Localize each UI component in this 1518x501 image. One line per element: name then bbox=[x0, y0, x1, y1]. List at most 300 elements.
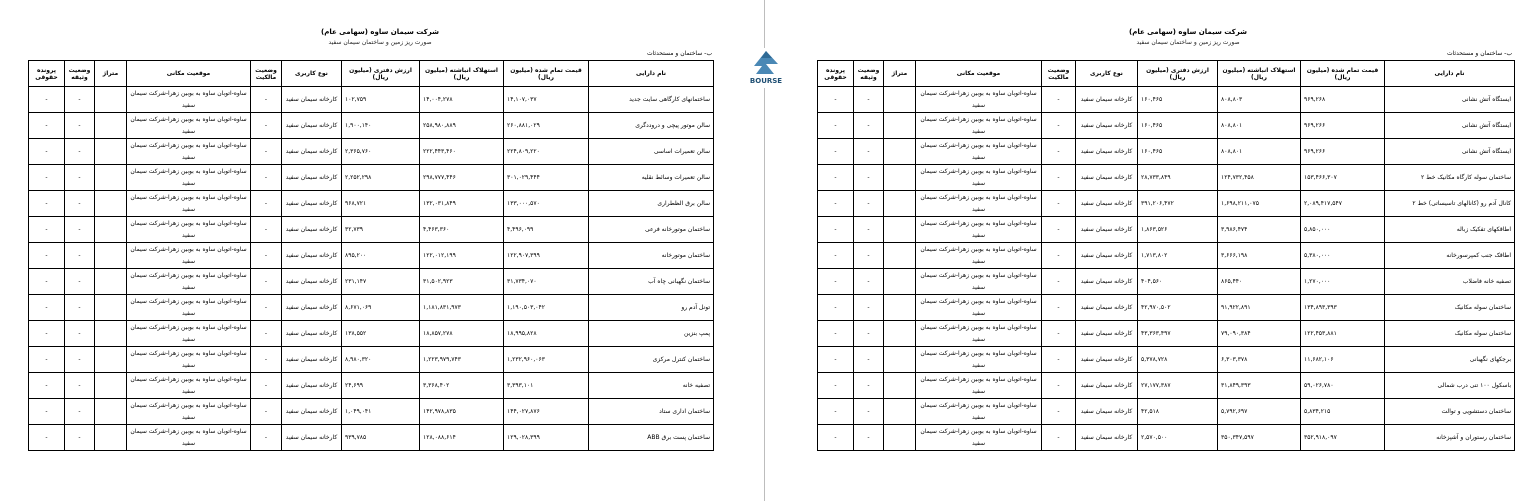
table-row bbox=[818, 399, 1515, 425]
depreciation-cell: ۱۳۲,۰۳۱,۸۴۹ bbox=[420, 191, 504, 217]
book-value-cell: ۲۳۱,۱۴۷ bbox=[342, 269, 420, 295]
section-label: ب- ساختمان و مستحدثات bbox=[646, 50, 712, 57]
column-header: موقعیت مکانی bbox=[916, 61, 1042, 87]
report-subtitle: صورت ریز زمین و ساختمان سیمان سفید bbox=[1136, 39, 1240, 46]
cost-cell: ۹۶۹,۲۶۶ bbox=[1301, 113, 1385, 139]
area-cell bbox=[884, 113, 916, 139]
area-cell bbox=[884, 217, 916, 243]
book-value-cell: ۱۰۲,۷۵۹ bbox=[342, 87, 420, 113]
column-header: استهلاک انباشته (میلیون ریال) bbox=[1218, 61, 1301, 87]
location-cell: ساوه-اتوبان ساوه به بوبین زهرا-شرکت سیمان سفید bbox=[916, 269, 1042, 295]
depreciation-cell: ۶,۳۰۳,۳۷۸ bbox=[1218, 347, 1301, 373]
cost-cell: ۱,۲۷۰,۰۰۰ bbox=[1301, 269, 1385, 295]
depreciation-cell: ۱۲۲,۰۱۲,۱۹۹ bbox=[420, 243, 504, 269]
ownership-cell: - bbox=[1042, 425, 1076, 451]
usage-cell: کارخانه سیمان سفید bbox=[282, 191, 342, 217]
usage-cell: کارخانه سیمان سفید bbox=[282, 165, 342, 191]
depreciation-cell: ۱۲۸,۰۸۸,۶۱۴ bbox=[420, 425, 504, 451]
usage-cell: کارخانه سیمان سفید bbox=[282, 321, 342, 347]
asset-name-cell: سالن موتور پیچی و دروددگری bbox=[589, 113, 714, 139]
legal-cell: - bbox=[29, 243, 65, 269]
depreciation-cell: ۱۸,۸۵۷,۲۷۸ bbox=[420, 321, 504, 347]
book-value-cell: ۲۸,۷۳۳,۸۴۹ bbox=[1138, 165, 1218, 191]
legal-cell: - bbox=[818, 139, 854, 165]
column-header: نوع کاربری bbox=[282, 61, 342, 87]
book-value-cell: ۹۳۹,۷۸۵ bbox=[342, 425, 420, 451]
collateral-cell: - bbox=[854, 113, 884, 139]
area-cell bbox=[95, 87, 127, 113]
cost-cell: ۱۵۳,۴۶۶,۳۰۷ bbox=[1301, 165, 1385, 191]
table-row bbox=[29, 373, 714, 399]
area-cell bbox=[95, 191, 127, 217]
location-cell: ساوه-اتوبان ساوه به بوبین زهرا-شرکت سیمان سفید bbox=[127, 269, 251, 295]
table-row bbox=[818, 347, 1515, 373]
location-cell: ساوه-اتوبان ساوه به بوبین زهرا-شرکت سیمان سفید bbox=[916, 113, 1042, 139]
book-value-cell: ۲,۳۶۵,۷۶۰ bbox=[342, 139, 420, 165]
legal-cell: - bbox=[818, 373, 854, 399]
usage-cell: کارخانه سیمان سفید bbox=[1076, 347, 1138, 373]
book-value-cell: ۲,۵۷۰,۵۰۰ bbox=[1138, 425, 1218, 451]
depreciation-cell: ۳۱,۵۰۲,۹۲۳ bbox=[420, 269, 504, 295]
ownership-cell: - bbox=[1042, 269, 1076, 295]
book-value-cell: ۱۶۰,۴۶۵ bbox=[1138, 87, 1218, 113]
ownership-cell: - bbox=[1042, 217, 1076, 243]
location-cell: ساوه-اتوبان ساوه به بوبین زهرا-شرکت سیمان سفید bbox=[127, 217, 251, 243]
area-cell bbox=[884, 243, 916, 269]
book-value-cell: ۱۶۰,۴۶۵ bbox=[1138, 113, 1218, 139]
depreciation-cell: ۳,۳۶۸,۴۰۲ bbox=[420, 373, 504, 399]
depreciation-cell: ۸۰۸,۸۰۳ bbox=[1218, 87, 1301, 113]
location-cell: ساوه-اتوبان ساوه به بوبین زهرا-شرکت سیمان سفید bbox=[916, 347, 1042, 373]
ownership-cell: - bbox=[251, 165, 282, 191]
location-cell: ساوه-اتوبان ساوه به بوبین زهرا-شرکت سیمان سفید bbox=[127, 425, 251, 451]
collateral-cell: - bbox=[854, 321, 884, 347]
column-header: وضعیت وثیقه bbox=[65, 61, 95, 87]
legal-cell: - bbox=[29, 165, 65, 191]
table-row bbox=[29, 139, 714, 165]
asset-name-cell: ساختمان رستوران و آشپزخانه bbox=[1385, 425, 1515, 451]
legal-cell: - bbox=[29, 347, 65, 373]
legal-cell: - bbox=[29, 399, 65, 425]
legal-cell: - bbox=[29, 217, 65, 243]
collateral-cell: - bbox=[65, 191, 95, 217]
depreciation-cell: ۳,۹۸۶,۴۷۴ bbox=[1218, 217, 1301, 243]
book-value-cell: ۵,۳۷۸,۷۲۸ bbox=[1138, 347, 1218, 373]
area-cell bbox=[95, 139, 127, 165]
table-row bbox=[818, 269, 1515, 295]
column-header: نوع کاربری bbox=[1076, 61, 1138, 87]
area-cell bbox=[95, 295, 127, 321]
asset-name-cell: اطاقکهای تفکیک زباله bbox=[1385, 217, 1515, 243]
table-row bbox=[29, 321, 714, 347]
collateral-cell: - bbox=[65, 373, 95, 399]
cost-cell: ۵,۸۵۰,۰۰۰ bbox=[1301, 217, 1385, 243]
location-cell: ساوه-اتوبان ساوه به بوبین زهرا-شرکت سیمان سفید bbox=[127, 113, 251, 139]
ownership-cell: - bbox=[251, 347, 282, 373]
book-value-cell: ۸,۶۷۱,۰۶۹ bbox=[342, 295, 420, 321]
section-label: ب- ساختمان و مستحدثات bbox=[1446, 50, 1512, 57]
collateral-cell: - bbox=[854, 139, 884, 165]
collateral-cell: - bbox=[65, 165, 95, 191]
collateral-cell: - bbox=[854, 87, 884, 113]
depreciation-cell: ۵,۷۹۲,۶۹۷ bbox=[1218, 399, 1301, 425]
cost-cell: ۱۳۳,۰۰۰,۵۷۰ bbox=[504, 191, 589, 217]
depreciation-cell: ۳۵۰,۳۴۷,۵۹۷ bbox=[1218, 425, 1301, 451]
report-subtitle: صورت ریز زمین و ساختمان سیمان سفید bbox=[328, 39, 432, 46]
area-cell bbox=[884, 165, 916, 191]
usage-cell: کارخانه سیمان سفید bbox=[1076, 217, 1138, 243]
book-value-cell: ۱,۸۶۳,۵۲۶ bbox=[1138, 217, 1218, 243]
book-value-cell: ۴۳,۳۶۳,۴۹۷ bbox=[1138, 321, 1218, 347]
collateral-cell: - bbox=[854, 295, 884, 321]
cost-cell: ۳,۳۹۳,۱۰۱ bbox=[504, 373, 589, 399]
page-right bbox=[770, 0, 1518, 501]
asset-name-cell: ساختمان اداری ستاد bbox=[589, 399, 714, 425]
column-header: استهلاک انباشته (میلیون ریال) bbox=[420, 61, 504, 87]
column-header: قیمت تمام شده (میلیون ریال) bbox=[504, 61, 589, 87]
area-cell bbox=[95, 165, 127, 191]
legal-cell: - bbox=[818, 321, 854, 347]
ownership-cell: - bbox=[251, 399, 282, 425]
table-row bbox=[29, 113, 714, 139]
table-row bbox=[818, 165, 1515, 191]
depreciation-cell: ۸۰۸,۸۰۱ bbox=[1218, 113, 1301, 139]
location-cell: ساوه-اتوبان ساوه به بوبین زهرا-شرکت سیمان سفید bbox=[916, 373, 1042, 399]
location-cell: ساوه-اتوبان ساوه به بوبین زهرا-شرکت سیمان سفید bbox=[127, 295, 251, 321]
cost-cell: ۵۹,۰۲۶,۷۸۰ bbox=[1301, 373, 1385, 399]
ownership-cell: - bbox=[251, 217, 282, 243]
location-cell: ساوه-اتوبان ساوه به بوبین زهرا-شرکت سیمان سفید bbox=[127, 399, 251, 425]
book-value-cell: ۴۰۴,۵۶۰ bbox=[1138, 269, 1218, 295]
legal-cell: - bbox=[29, 139, 65, 165]
cost-cell: ۳۱,۷۳۴,۰۷۰ bbox=[504, 269, 589, 295]
cost-cell: ۲۲۴,۸۰۹,۲۲۰ bbox=[504, 139, 589, 165]
asset-name-cell: ساختمان سوله مکانیک bbox=[1385, 321, 1515, 347]
column-header: پرونده حقوقی bbox=[29, 61, 65, 87]
cost-cell: ۳۵۲,۹۱۸,۰۹۷ bbox=[1301, 425, 1385, 451]
area-cell bbox=[95, 347, 127, 373]
ownership-cell: - bbox=[1042, 373, 1076, 399]
asset-name-cell: ساختمان کنترل مرکزی bbox=[589, 347, 714, 373]
location-cell: ساوه-اتوبان ساوه به بوبین زهرا-شرکت سیمان سفید bbox=[127, 347, 251, 373]
ownership-cell: - bbox=[1042, 399, 1076, 425]
asset-name-cell: تصفیه خانه فاضلاب bbox=[1385, 269, 1515, 295]
depreciation-cell: ۲۵۸,۹۸۰,۸۸۹ bbox=[420, 113, 504, 139]
usage-cell: کارخانه سیمان سفید bbox=[282, 87, 342, 113]
depreciation-cell: ۴,۴۶۳,۳۶۰ bbox=[420, 217, 504, 243]
column-header: متراژ bbox=[884, 61, 916, 87]
asset-name-cell: ساختمان سوله مکانیک bbox=[1385, 295, 1515, 321]
location-cell: ساوه-اتوبان ساوه به بوبین زهرا-شرکت سیمان سفید bbox=[127, 243, 251, 269]
area-cell bbox=[95, 243, 127, 269]
usage-cell: کارخانه سیمان سفید bbox=[282, 113, 342, 139]
ownership-cell: - bbox=[251, 269, 282, 295]
depreciation-cell: ۱۴۲,۹۷۸,۸۳۵ bbox=[420, 399, 504, 425]
depreciation-cell: ۱,۱۸۱,۸۳۱,۹۷۳ bbox=[420, 295, 504, 321]
legal-cell: - bbox=[29, 269, 65, 295]
usage-cell: کارخانه سیمان سفید bbox=[1076, 425, 1138, 451]
collateral-cell: - bbox=[65, 113, 95, 139]
collateral-cell: - bbox=[65, 321, 95, 347]
cost-cell: ۳۰۱,۰۲۹,۴۴۴ bbox=[504, 165, 589, 191]
table-row bbox=[29, 87, 714, 113]
table-row bbox=[29, 347, 714, 373]
location-cell: ساوه-اتوبان ساوه به بوبین زهرا-شرکت سیمان سفید bbox=[127, 139, 251, 165]
collateral-cell: - bbox=[854, 399, 884, 425]
collateral-cell: - bbox=[854, 425, 884, 451]
ownership-cell: - bbox=[1042, 321, 1076, 347]
asset-name-cell: ایستگاه آتش نشانی bbox=[1385, 87, 1515, 113]
ownership-cell: - bbox=[1042, 295, 1076, 321]
table-row bbox=[818, 321, 1515, 347]
asset-name-cell: ساختمان دستشویی و توالت bbox=[1385, 399, 1515, 425]
location-cell: ساوه-اتوبان ساوه به بوبین زهرا-شرکت سیمان سفید bbox=[127, 321, 251, 347]
book-value-cell: ۹۶۸,۷۲۱ bbox=[342, 191, 420, 217]
location-cell: ساوه-اتوبان ساوه به بوبین زهرا-شرکت سیمان سفید bbox=[916, 399, 1042, 425]
cost-cell: ۹۶۹,۲۶۸ bbox=[1301, 87, 1385, 113]
column-header: ارزش دفتری (میلیون ریال) bbox=[342, 61, 420, 87]
logo-text: BOURSE bbox=[749, 77, 783, 85]
area-cell bbox=[884, 269, 916, 295]
column-header: وضعیت مالکیت bbox=[251, 61, 282, 87]
cost-cell: ۱,۱۹۰,۵۰۳,۰۴۲ bbox=[504, 295, 589, 321]
location-cell: ساوه-اتوبان ساوه به بوبین زهرا-شرکت سیمان سفید bbox=[127, 165, 251, 191]
legal-cell: - bbox=[29, 373, 65, 399]
table-header-row bbox=[818, 61, 1515, 87]
column-header: پرونده حقوقی bbox=[818, 61, 854, 87]
cost-cell: ۱۲۲,۴۵۳,۸۸۱ bbox=[1301, 321, 1385, 347]
cost-cell: ۲۶۰,۸۸۱,۰۲۹ bbox=[504, 113, 589, 139]
ownership-cell: - bbox=[251, 139, 282, 165]
ownership-cell: - bbox=[1042, 243, 1076, 269]
usage-cell: کارخانه سیمان سفید bbox=[1076, 321, 1138, 347]
book-value-cell: ۱,۷۱۳,۸۰۲ bbox=[1138, 243, 1218, 269]
depreciation-cell: ۷۹,۰۹۰,۳۸۴ bbox=[1218, 321, 1301, 347]
cost-cell: ۱۳۴,۸۹۳,۳۹۳ bbox=[1301, 295, 1385, 321]
table-row bbox=[818, 373, 1515, 399]
area-cell bbox=[95, 217, 127, 243]
column-header: متراژ bbox=[95, 61, 127, 87]
table-header-row bbox=[29, 61, 714, 87]
book-value-cell: ۱,۰۴۹,۰۴۱ bbox=[342, 399, 420, 425]
table-row bbox=[818, 425, 1515, 451]
cost-cell: ۱۸,۹۹۵,۸۲۸ bbox=[504, 321, 589, 347]
ownership-cell: - bbox=[1042, 347, 1076, 373]
depreciation-cell: ۳,۶۶۶,۱۹۸ bbox=[1218, 243, 1301, 269]
legal-cell: - bbox=[818, 295, 854, 321]
ownership-cell: - bbox=[251, 373, 282, 399]
asset-name-cell: پمپ بنزین bbox=[589, 321, 714, 347]
depreciation-cell: ۹۱,۹۲۲,۸۹۱ bbox=[1218, 295, 1301, 321]
asset-name-cell: تصفیه خانه bbox=[589, 373, 714, 399]
table-row bbox=[29, 399, 714, 425]
collateral-cell: - bbox=[854, 373, 884, 399]
area-cell bbox=[95, 425, 127, 451]
asset-table bbox=[817, 60, 1515, 451]
book-value-cell: ۲۷,۱۷۷,۳۸۷ bbox=[1138, 373, 1218, 399]
legal-cell: - bbox=[29, 321, 65, 347]
ownership-cell: - bbox=[251, 87, 282, 113]
usage-cell: کارخانه سیمان سفید bbox=[1076, 269, 1138, 295]
location-cell: ساوه-اتوبان ساوه به بوبین زهرا-شرکت سیمان سفید bbox=[916, 425, 1042, 451]
ownership-cell: - bbox=[1042, 139, 1076, 165]
ownership-cell: - bbox=[251, 295, 282, 321]
legal-cell: - bbox=[29, 295, 65, 321]
usage-cell: کارخانه سیمان سفید bbox=[282, 217, 342, 243]
collateral-cell: - bbox=[65, 425, 95, 451]
area-cell bbox=[884, 139, 916, 165]
ownership-cell: - bbox=[251, 425, 282, 451]
asset-name-cell: سالن تعمیرات اساسی bbox=[589, 139, 714, 165]
column-header: ارزش دفتری (میلیون ریال) bbox=[1138, 61, 1218, 87]
asset-table bbox=[28, 60, 714, 451]
legal-cell: - bbox=[818, 113, 854, 139]
book-value-cell: ۲,۲۵۲,۲۹۸ bbox=[342, 165, 420, 191]
company-title: شرکت سیمان ساوه (سهامی عام) bbox=[1129, 28, 1247, 36]
table-row bbox=[818, 87, 1515, 113]
usage-cell: کارخانه سیمان سفید bbox=[1076, 113, 1138, 139]
table-row bbox=[818, 139, 1515, 165]
legal-cell: - bbox=[818, 191, 854, 217]
asset-name-cell: کانال آدم رو (کانالهای تاسیساتی) خط ۲ bbox=[1385, 191, 1515, 217]
usage-cell: کارخانه سیمان سفید bbox=[282, 243, 342, 269]
asset-name-cell: اطاقک جنب کمپرسورخانه bbox=[1385, 243, 1515, 269]
location-cell: ساوه-اتوبان ساوه به بوبین زهرا-شرکت سیمان سفید bbox=[916, 243, 1042, 269]
column-header: نام دارایی bbox=[1385, 61, 1515, 87]
area-cell bbox=[884, 373, 916, 399]
area-cell bbox=[95, 113, 127, 139]
cost-cell: ۵,۸۳۴,۲۱۵ bbox=[1301, 399, 1385, 425]
legal-cell: - bbox=[818, 399, 854, 425]
column-header: قیمت تمام شده (میلیون ریال) bbox=[1301, 61, 1385, 87]
column-header: نام دارایی bbox=[589, 61, 714, 87]
location-cell: ساوه-اتوبان ساوه به بوبین زهرا-شرکت سیمان سفید bbox=[916, 165, 1042, 191]
legal-cell: - bbox=[29, 87, 65, 113]
area-cell bbox=[95, 321, 127, 347]
legal-cell: - bbox=[818, 165, 854, 191]
column-header: وضعیت مالکیت bbox=[1042, 61, 1076, 87]
location-cell: ساوه-اتوبان ساوه به بوبین زهرا-شرکت سیمان سفید bbox=[916, 321, 1042, 347]
asset-name-cell: ساختمان موتورخانه bbox=[589, 243, 714, 269]
collateral-cell: - bbox=[854, 243, 884, 269]
area-cell bbox=[884, 425, 916, 451]
table-row bbox=[29, 217, 714, 243]
cost-cell: ۴,۴۹۶,۰۹۹ bbox=[504, 217, 589, 243]
collateral-cell: - bbox=[854, 269, 884, 295]
cost-cell: ۱۱,۶۸۲,۱۰۶ bbox=[1301, 347, 1385, 373]
collateral-cell: - bbox=[65, 347, 95, 373]
ownership-cell: - bbox=[251, 243, 282, 269]
area-cell bbox=[884, 295, 916, 321]
legal-cell: - bbox=[29, 425, 65, 451]
table-row bbox=[818, 191, 1515, 217]
depreciation-cell: ۸۰۸,۸۰۱ bbox=[1218, 139, 1301, 165]
usage-cell: کارخانه سیمان سفید bbox=[1076, 165, 1138, 191]
collateral-cell: - bbox=[854, 347, 884, 373]
usage-cell: کارخانه سیمان سفید bbox=[1076, 139, 1138, 165]
cost-cell: ۱۲۹,۰۲۸,۳۹۹ bbox=[504, 425, 589, 451]
cost-cell: ۵,۳۸۰,۰۰۰ bbox=[1301, 243, 1385, 269]
legal-cell: - bbox=[818, 243, 854, 269]
table-row bbox=[29, 295, 714, 321]
collateral-cell: - bbox=[65, 217, 95, 243]
area-cell bbox=[95, 373, 127, 399]
book-value-cell: ۸,۹۸۰,۳۲۰ bbox=[342, 347, 420, 373]
cost-cell: ۲,۰۸۹,۴۱۷,۵۴۷ bbox=[1301, 191, 1385, 217]
collateral-cell: - bbox=[854, 165, 884, 191]
usage-cell: کارخانه سیمان سفید bbox=[282, 295, 342, 321]
collateral-cell: - bbox=[65, 399, 95, 425]
asset-name-cell: ایستگاه آتش نشانی bbox=[1385, 113, 1515, 139]
area-cell bbox=[95, 269, 127, 295]
book-value-cell: ۱۳۸,۵۵۲ bbox=[342, 321, 420, 347]
book-value-cell: ۳۲,۷۳۹ bbox=[342, 217, 420, 243]
asset-name-cell: سالن برق الظطراری bbox=[589, 191, 714, 217]
legal-cell: - bbox=[818, 269, 854, 295]
book-value-cell: ۲۴,۶۹۹ bbox=[342, 373, 420, 399]
usage-cell: کارخانه سیمان سفید bbox=[1076, 373, 1138, 399]
table-row bbox=[818, 113, 1515, 139]
depreciation-cell: ۲۲۲,۴۴۳,۴۶۰ bbox=[420, 139, 504, 165]
depreciation-cell: ۲۹۸,۷۷۷,۴۴۶ bbox=[420, 165, 504, 191]
area-cell bbox=[884, 191, 916, 217]
area-cell bbox=[95, 399, 127, 425]
collateral-cell: - bbox=[65, 139, 95, 165]
legal-cell: - bbox=[818, 87, 854, 113]
asset-name-cell: برجکهای نگهبانی bbox=[1385, 347, 1515, 373]
depreciation-cell: ۱۲۴,۷۳۲,۴۵۸ bbox=[1218, 165, 1301, 191]
usage-cell: کارخانه سیمان سفید bbox=[282, 399, 342, 425]
depreciation-cell: ۸۶۵,۴۴۰ bbox=[1218, 269, 1301, 295]
book-value-cell: ۴۲,۵۱۸ bbox=[1138, 399, 1218, 425]
asset-name-cell: تونل آدم رو bbox=[589, 295, 714, 321]
collateral-cell: - bbox=[65, 269, 95, 295]
location-cell: ساوه-اتوبان ساوه به بوبین زهرا-شرکت سیمان سفید bbox=[916, 295, 1042, 321]
asset-name-cell: ساختمان سوله کارگاه مکانیک خط ۲ bbox=[1385, 165, 1515, 191]
table-row bbox=[818, 217, 1515, 243]
location-cell: ساوه-اتوبان ساوه به بوبین زهرا-شرکت سیمان سفید bbox=[916, 217, 1042, 243]
ownership-cell: - bbox=[251, 321, 282, 347]
book-value-cell: ۱,۹۰۰,۱۴۰ bbox=[342, 113, 420, 139]
book-value-cell: ۴۲,۹۷۰,۵۰۲ bbox=[1138, 295, 1218, 321]
table-row bbox=[29, 165, 714, 191]
usage-cell: کارخانه سیمان سفید bbox=[282, 373, 342, 399]
location-cell: ساوه-اتوبان ساوه به بوبین زهرا-شرکت سیمان سفید bbox=[127, 373, 251, 399]
usage-cell: کارخانه سیمان سفید bbox=[1076, 243, 1138, 269]
depreciation-cell: ۱,۲۲۳,۹۷۹,۷۴۳ bbox=[420, 347, 504, 373]
ownership-cell: - bbox=[1042, 191, 1076, 217]
usage-cell: کارخانه سیمان سفید bbox=[1076, 191, 1138, 217]
legal-cell: - bbox=[29, 191, 65, 217]
column-header: وضعیت وثیقه bbox=[854, 61, 884, 87]
asset-name-cell: ایستگاه آتش نشانی bbox=[1385, 139, 1515, 165]
asset-name-cell: باسکول ۱۰۰ تنی درب شمالی bbox=[1385, 373, 1515, 399]
cost-cell: ۱,۲۳۲,۹۶۰,۰۶۳ bbox=[504, 347, 589, 373]
location-cell: ساوه-اتوبان ساوه به بوبین زهرا-شرکت سیمان سفید bbox=[916, 139, 1042, 165]
ownership-cell: - bbox=[251, 113, 282, 139]
book-value-cell: ۱۶۰,۴۶۵ bbox=[1138, 139, 1218, 165]
collateral-cell: - bbox=[65, 295, 95, 321]
depreciation-cell: ۱۴,۰۰۴,۲۷۸ bbox=[420, 87, 504, 113]
usage-cell: کارخانه سیمان سفید bbox=[282, 425, 342, 451]
location-cell: ساوه-اتوبان ساوه به بوبین زهرا-شرکت سیمان سفید bbox=[127, 191, 251, 217]
legal-cell: - bbox=[818, 347, 854, 373]
collateral-cell: - bbox=[65, 243, 95, 269]
usage-cell: کارخانه سیمان سفید bbox=[282, 139, 342, 165]
cost-cell: ۱۴۴,۰۲۷,۸۷۶ bbox=[504, 399, 589, 425]
collateral-cell: - bbox=[854, 191, 884, 217]
usage-cell: کارخانه سیمان سفید bbox=[282, 269, 342, 295]
